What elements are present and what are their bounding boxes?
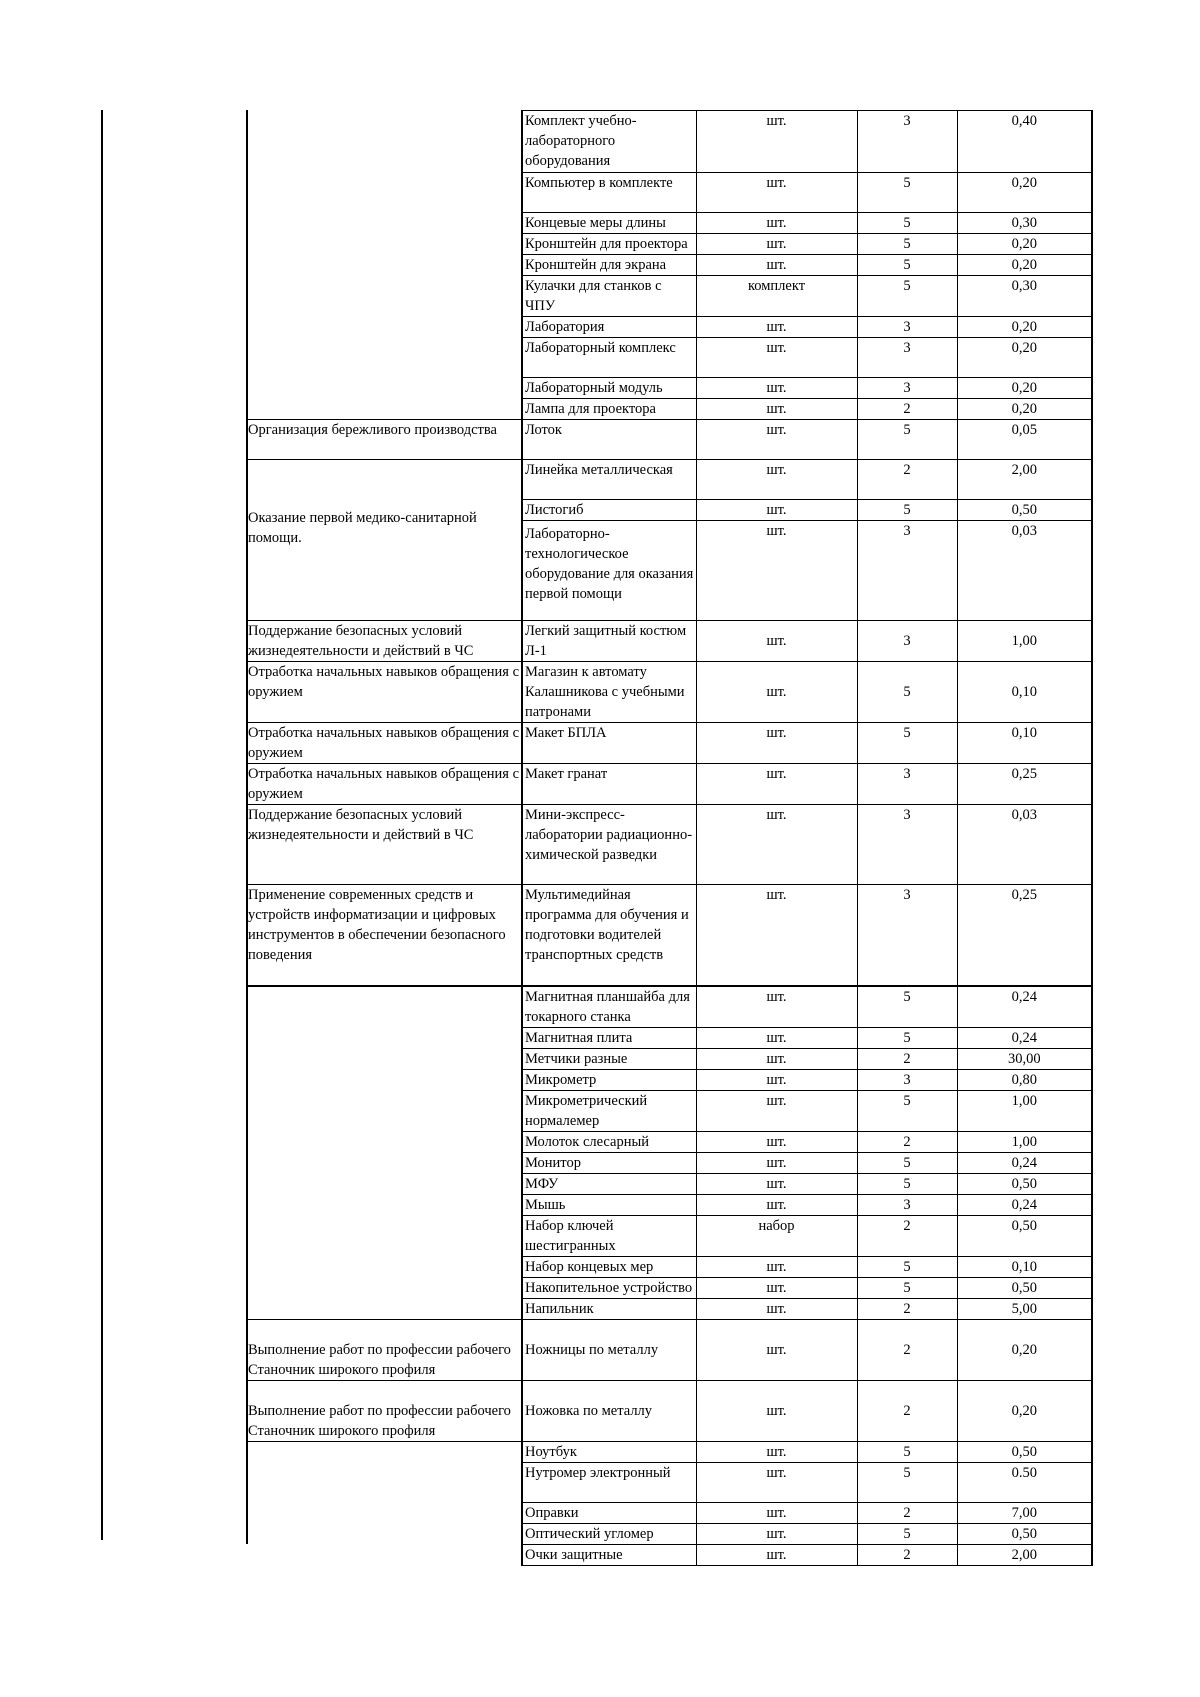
- activity-cell: [246, 1502, 522, 1523]
- quantity-cell: 5: [857, 1441, 957, 1462]
- quantity-cell: 5: [857, 986, 957, 1028]
- table-row: [246, 420, 1092, 460]
- activity-cell: [246, 986, 522, 1028]
- quantity-cell: 3: [857, 317, 957, 338]
- norm-cell: 0,80: [957, 1069, 1092, 1090]
- item-name-cell: Монитор: [522, 1152, 696, 1173]
- quantity-cell: 2: [857, 1215, 957, 1256]
- unit-cell: комплект: [696, 276, 857, 317]
- unit-cell: шт.: [696, 1048, 857, 1069]
- activity-cell: Выполнение работ по профессии рабочего Станочник широкого профиля: [246, 1319, 522, 1380]
- table-row: [246, 460, 1092, 500]
- item-name-cell: Ножовка по металлу: [522, 1380, 696, 1441]
- norm-cell: 0,24: [957, 1194, 1092, 1215]
- activity-cell: [246, 500, 522, 621]
- activity-cell: [246, 1152, 522, 1173]
- table-row: [246, 1027, 1092, 1048]
- item-name-cell: Магазин к автомату Калашникова с учебными патронами: [522, 662, 696, 723]
- unit-cell: шт.: [696, 1544, 857, 1565]
- table-row: [246, 662, 1092, 723]
- quantity-cell: 2: [857, 1544, 957, 1565]
- norm-cell: 1,00: [957, 1131, 1092, 1152]
- norm-cell: 0,50: [957, 1215, 1092, 1256]
- item-name-cell: Кронштейн для экрана: [522, 255, 696, 276]
- item-name-cell: Микрометрический нормалемер: [522, 1090, 696, 1131]
- norm-cell: 0,25: [957, 885, 1092, 986]
- item-name-cell: Кулачки для станков с ЧПУ: [522, 276, 696, 317]
- unit-cell: шт.: [696, 1027, 857, 1048]
- unit-cell: шт.: [696, 1462, 857, 1502]
- table-row: [246, 378, 1092, 399]
- norm-cell: 0.50: [957, 1462, 1092, 1502]
- unit-cell: шт.: [696, 1298, 857, 1319]
- norm-cell: 0,05: [957, 420, 1092, 460]
- quantity-cell: 5: [857, 420, 957, 460]
- quantity-cell: 3: [857, 1069, 957, 1090]
- unit-cell: шт.: [696, 111, 857, 173]
- item-name-cell: Комплект учебно-лабораторного оборудования: [522, 111, 696, 173]
- item-name-cell: Ноутбук: [522, 1441, 696, 1462]
- table-row: [246, 1152, 1092, 1173]
- table-row: [246, 621, 1092, 662]
- table-row: [246, 338, 1092, 378]
- item-name-cell: Компьютер в комплекте: [522, 173, 696, 213]
- item-name-cell: Легкий защитный костюм Л-1: [522, 621, 696, 662]
- quantity-cell: 2: [857, 1048, 957, 1069]
- norm-cell: 0,50: [957, 1173, 1092, 1194]
- item-name-cell: Микрометр: [522, 1069, 696, 1090]
- norm-cell: 0,20: [957, 234, 1092, 255]
- activity-cell: [246, 1441, 522, 1462]
- norm-cell: 0,03: [957, 805, 1092, 885]
- page-margin-line-left: [101, 110, 103, 1540]
- unit-cell: шт.: [696, 621, 857, 662]
- unit-cell: шт.: [696, 885, 857, 986]
- quantity-cell: 2: [857, 1131, 957, 1152]
- unit-cell: шт.: [696, 986, 857, 1028]
- norm-cell: 0,20: [957, 1380, 1092, 1441]
- quantity-cell: 5: [857, 213, 957, 234]
- quantity-cell: 3: [857, 338, 957, 378]
- table-row: [246, 317, 1092, 338]
- item-name-cell: Ножницы по металлу: [522, 1319, 696, 1380]
- quantity-cell: 5: [857, 662, 957, 723]
- item-name-cell: Лабораторный комплекс: [522, 338, 696, 378]
- table-row: [246, 1048, 1092, 1069]
- table-row: [246, 1215, 1092, 1256]
- table-row: [246, 1523, 1092, 1544]
- table-row: [246, 399, 1092, 420]
- activity-cell: [246, 111, 522, 173]
- norm-cell: 0,20: [957, 173, 1092, 213]
- item-name-cell: Мышь: [522, 1194, 696, 1215]
- item-name-cell: Напильник: [522, 1298, 696, 1319]
- quantity-cell: 3: [857, 805, 957, 885]
- quantity-cell: 2: [857, 1319, 957, 1380]
- quantity-cell: 5: [857, 1152, 957, 1173]
- unit-cell: шт.: [696, 173, 857, 213]
- norm-cell: 2,00: [957, 460, 1092, 500]
- quantity-cell: 5: [857, 500, 957, 521]
- activity-cell: [246, 1277, 522, 1298]
- quantity-cell: 3: [857, 111, 957, 173]
- equipment-table: [246, 110, 1093, 1566]
- activity-cell: [246, 1298, 522, 1319]
- item-name-cell: Очки защитные: [522, 1544, 696, 1565]
- norm-cell: 0,20: [957, 317, 1092, 338]
- table-row: [246, 276, 1092, 317]
- table-row: [246, 764, 1092, 805]
- unit-cell: шт.: [696, 1502, 857, 1523]
- activity-cell: [246, 255, 522, 276]
- unit-cell: шт.: [696, 1277, 857, 1298]
- unit-cell: набор: [696, 1215, 857, 1256]
- activity-cell: [246, 1215, 522, 1256]
- item-name-cell: Накопительное устройство: [522, 1277, 696, 1298]
- activity-cell: [246, 1048, 522, 1069]
- activity-cell: Применение современных средств и устройств информатизации и цифровых инструментов в обеспечении безопасного поведения: [246, 885, 522, 986]
- norm-cell: 30,00: [957, 1048, 1092, 1069]
- norm-cell: 0,50: [957, 1523, 1092, 1544]
- activity-cell: [246, 399, 522, 420]
- norm-cell: 0,30: [957, 213, 1092, 234]
- table-row: [246, 1256, 1092, 1277]
- item-name-cell: Лампа для проектора: [522, 399, 696, 420]
- unit-cell: шт.: [696, 1131, 857, 1152]
- item-name-text: Лабораторно-технологическое оборудование для оказания первой помощи: [525, 526, 694, 602]
- unit-cell: шт.: [696, 378, 857, 399]
- unit-cell: шт.: [696, 1069, 857, 1090]
- norm-cell: 0,20: [957, 378, 1092, 399]
- norm-cell: 0,10: [957, 1256, 1092, 1277]
- norm-cell: 0,20: [957, 338, 1092, 378]
- item-name-cell: Набор ключей шестигранных: [522, 1215, 696, 1256]
- item-name-cell: Молоток слесарный: [522, 1131, 696, 1152]
- quantity-cell: 5: [857, 1256, 957, 1277]
- quantity-cell: 5: [857, 1462, 957, 1502]
- item-name-cell: Макет гранат: [522, 764, 696, 805]
- unit-cell: шт.: [696, 1380, 857, 1441]
- table-row: [246, 885, 1092, 986]
- item-name-cell: Оправки: [522, 1502, 696, 1523]
- norm-cell: 7,00: [957, 1502, 1092, 1523]
- norm-cell: 0,50: [957, 1441, 1092, 1462]
- table-row: [246, 1380, 1092, 1441]
- table-row: [246, 1441, 1092, 1462]
- quantity-cell: 5: [857, 1277, 957, 1298]
- norm-cell: 5,00: [957, 1298, 1092, 1319]
- table-row: [246, 111, 1092, 173]
- unit-cell: шт.: [696, 723, 857, 764]
- quantity-cell: 3: [857, 521, 957, 621]
- unit-cell: шт.: [696, 805, 857, 885]
- unit-cell: шт.: [696, 255, 857, 276]
- norm-cell: 0,24: [957, 986, 1092, 1028]
- quantity-cell: 5: [857, 276, 957, 317]
- item-name-cell: МФУ: [522, 1173, 696, 1194]
- quantity-cell: 2: [857, 1502, 957, 1523]
- unit-cell: шт.: [696, 420, 857, 460]
- unit-cell: шт.: [696, 1194, 857, 1215]
- quantity-cell: 2: [857, 1380, 957, 1441]
- activity-cell: [246, 1256, 522, 1277]
- quantity-cell: 5: [857, 1090, 957, 1131]
- quantity-cell: 5: [857, 1523, 957, 1544]
- unit-cell: шт.: [696, 234, 857, 255]
- item-name-cell: Лаборатория: [522, 317, 696, 338]
- unit-cell: шт.: [696, 338, 857, 378]
- activity-cell: [246, 1027, 522, 1048]
- item-name-cell: Метчики разные: [522, 1048, 696, 1069]
- unit-cell: шт.: [696, 1090, 857, 1131]
- activity-cell: [246, 1090, 522, 1131]
- item-name-cell: Мультимедийная программа для обучения и подготовки водителей транспортных средств: [522, 885, 696, 986]
- norm-cell: 0,30: [957, 276, 1092, 317]
- table-row: [246, 173, 1092, 213]
- activity-cell: [246, 173, 522, 213]
- item-name-cell: Магнитная планшайба для токарного станка: [522, 986, 696, 1028]
- norm-cell: 0,50: [957, 500, 1092, 521]
- item-name-cell: Листогиб: [522, 500, 696, 521]
- activity-cell: [246, 213, 522, 234]
- quantity-cell: 3: [857, 764, 957, 805]
- unit-cell: шт.: [696, 1256, 857, 1277]
- activity-cell: [246, 1462, 522, 1502]
- norm-cell: 0,40: [957, 111, 1092, 173]
- table-row: [246, 1277, 1092, 1298]
- item-name-cell: Мини-экспресс-лаборатории радиационно-химической разведки: [522, 805, 696, 885]
- norm-cell: 0,25: [957, 764, 1092, 805]
- table-row: [246, 234, 1092, 255]
- table-row: [246, 255, 1092, 276]
- unit-cell: шт.: [696, 1441, 857, 1462]
- table-row: [246, 1194, 1092, 1215]
- norm-cell: 0,10: [957, 723, 1092, 764]
- norm-cell: 0,10: [957, 662, 1092, 723]
- quantity-cell: 2: [857, 1298, 957, 1319]
- activity-cell: Отработка начальных навыков обращения с оружием: [246, 764, 522, 805]
- activity-cell: Выполнение работ по профессии рабочего Станочник широкого профиля: [246, 1380, 522, 1441]
- quantity-cell: 3: [857, 621, 957, 662]
- unit-cell: шт.: [696, 399, 857, 420]
- unit-cell: шт.: [696, 1319, 857, 1380]
- item-name-cell: Лоток: [522, 420, 696, 460]
- table-row: [246, 1069, 1092, 1090]
- item-name-cell: Лабораторный модуль: [522, 378, 696, 399]
- table-row: [246, 1131, 1092, 1152]
- activity-cell: [246, 1173, 522, 1194]
- unit-cell: шт.: [696, 500, 857, 521]
- unit-cell: шт.: [696, 1523, 857, 1544]
- item-name-cell: Концевые меры длины: [522, 213, 696, 234]
- activity-cell: [246, 1523, 522, 1544]
- activity-cell: [246, 1194, 522, 1215]
- norm-cell: 0,20: [957, 1319, 1092, 1380]
- table-row: [246, 1319, 1092, 1380]
- quantity-cell: 3: [857, 1194, 957, 1215]
- unit-cell: шт.: [696, 521, 857, 621]
- quantity-cell: 5: [857, 723, 957, 764]
- unit-cell: шт.: [696, 1173, 857, 1194]
- activity-cell: [246, 1544, 522, 1565]
- activity-cell: [246, 1069, 522, 1090]
- unit-cell: шт.: [696, 317, 857, 338]
- item-name-cell: Макет БПЛА: [522, 723, 696, 764]
- activity-cell: [246, 460, 522, 500]
- table-row: [246, 1090, 1092, 1131]
- norm-cell: 2,00: [957, 1544, 1092, 1565]
- unit-cell: шт.: [696, 213, 857, 234]
- table-row: [246, 1173, 1092, 1194]
- activity-cell: [246, 1131, 522, 1152]
- item-name-cell: Набор концевых мер: [522, 1256, 696, 1277]
- table-row: [246, 1502, 1092, 1523]
- table-row: [246, 1462, 1092, 1502]
- unit-cell: шт.: [696, 764, 857, 805]
- table-row: [246, 1544, 1092, 1565]
- activity-cell: [246, 234, 522, 255]
- table-row: [246, 213, 1092, 234]
- quantity-cell: 5: [857, 1027, 957, 1048]
- table-row: [246, 1298, 1092, 1319]
- norm-cell: 0,24: [957, 1152, 1092, 1173]
- norm-cell: 0,24: [957, 1027, 1092, 1048]
- norm-cell: 1,00: [957, 621, 1092, 662]
- quantity-cell: 2: [857, 399, 957, 420]
- activity-cell: [246, 276, 522, 317]
- activity-cell: Организация бережливого производства: [246, 420, 522, 460]
- item-name-cell: Линейка металлическая: [522, 460, 696, 500]
- unit-cell: шт.: [696, 460, 857, 500]
- activity-cell: Отработка начальных навыков обращения с оружием: [246, 662, 522, 723]
- item-name-cell: Нутромер электронный: [522, 1462, 696, 1502]
- norm-cell: 0,03: [957, 521, 1092, 621]
- norm-cell: 0,20: [957, 255, 1092, 276]
- quantity-cell: 5: [857, 1173, 957, 1194]
- activity-cell: [246, 338, 522, 378]
- norm-cell: 1,00: [957, 1090, 1092, 1131]
- norm-cell: 0,20: [957, 399, 1092, 420]
- activity-text: Оказание первой медико-санитарной помощи.: [248, 509, 477, 546]
- norm-cell: 0,50: [957, 1277, 1092, 1298]
- table-row: [246, 500, 1092, 521]
- activity-cell: Отработка начальных навыков обращения с оружием: [246, 723, 522, 764]
- quantity-cell: 2: [857, 460, 957, 500]
- item-name-cell: Кронштейн для проектора: [522, 234, 696, 255]
- item-name-cell: Оптический угломер: [522, 1523, 696, 1544]
- table-row: [246, 723, 1092, 764]
- item-name-cell: Магнитная плита: [522, 1027, 696, 1048]
- activity-cell: Поддержание безопасных условий жизнедеятельности и действий в ЧС: [246, 621, 522, 662]
- quantity-cell: 3: [857, 885, 957, 986]
- activity-cell: [246, 317, 522, 338]
- table-row: [246, 805, 1092, 885]
- unit-cell: шт.: [696, 1152, 857, 1173]
- activity-cell: [246, 378, 522, 399]
- quantity-cell: 5: [857, 173, 957, 213]
- table-row: [246, 986, 1092, 1028]
- unit-cell: шт.: [696, 662, 857, 723]
- quantity-cell: 5: [857, 234, 957, 255]
- quantity-cell: 5: [857, 255, 957, 276]
- quantity-cell: 3: [857, 378, 957, 399]
- activity-cell: Поддержание безопасных условий жизнедеятельности и действий в ЧС: [246, 805, 522, 885]
- item-name-cell: [522, 521, 696, 621]
